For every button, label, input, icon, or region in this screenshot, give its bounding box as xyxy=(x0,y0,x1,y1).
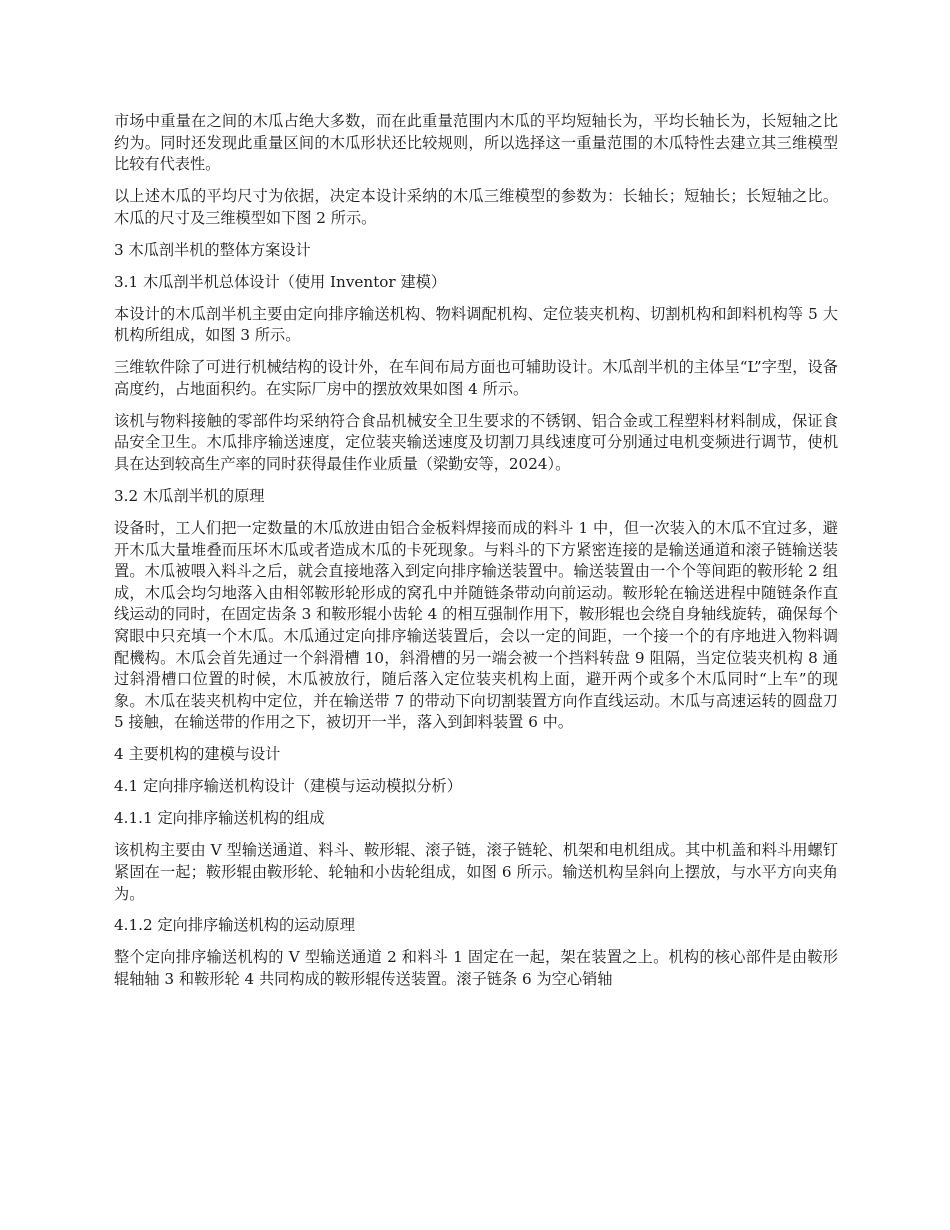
section-heading-3-1: 3.1 木瓜剖半机总体设计（使用 Inventor 建模） xyxy=(114,272,447,291)
paragraph-workshop-layout: 三维软件除了可进行机械结构的设计外，在车间布局方面也可辅助设计。木瓜剖半机的主体呈“L”字型，设备高度约，占地面积约。在实际厂房中的摆放效果如图 4 所示。 xyxy=(114,358,838,398)
paragraph-model-parameters: 以上述木瓜的平均尺寸为依据，决定本设计采纳的木瓜三维模型的参数为：长轴长；短轴长；长短轴之比。木瓜的尺寸及三维模型如下图 2 所示。 xyxy=(114,187,838,227)
section-heading-4-1: 4.1 定向排序输送机构设计（建模与运动模拟分析） xyxy=(114,777,462,796)
document-body xyxy=(114,111,838,1001)
paragraph-machine-composition: 本设计的木瓜剖半机主要由定向排序输送机构、物料调配机构、定位装夹机构、切割机构和卸料机构等 5 大机构所组成，如图 3 所示。 xyxy=(114,304,838,345)
section-heading-4: 4 主要机构的建模与设计 xyxy=(114,745,281,764)
section-heading-3-2: 3.2 木瓜剖半机的原理 xyxy=(114,487,265,506)
paragraph-working-principle: 设备时，工人们把一定数量的木瓜放进由铝合金板料焊接而成的料斗 1 中，但一次装入的木瓜不宜过多，避开木瓜大量堆叠而压坏木瓜或者造成木瓜的卡死现象。与料斗的下方紧密连接的是输送通道和滚子链输送装置。木瓜被喂入料斗之后，就会直接地落入到定向排序输送装置中。输送装置由一个个等间距的鞍形轮 2 组成，木瓜会均匀地落入由相邻鞍形轮形成的窝孔中并随链条带动向前运动。鞍形轮在输送进程中随链条作直线运动的同时，在固定齿条 3 和鞍形辊小齿轮 4 的相互强制作用下，鞍形辊也会绕自身轴线旋转，确保每个窝眼中只充填一个木瓜。木瓜通过定向排序输送装置后，会以一定的间距，一个接一个的有序地进入物料调配機构。木瓜会首先通过一个斜滑槽 10，斜滑槽的另一端会被一个挡料转盘 9 阻隔，当定位装夹机构 8 通过斜滑槽口位置的时候，木瓜被放行，随后落入定位装夹机构上面，避开两个或多个木瓜同时“上车”的现象。木瓜在装夹机构中定位，并在输送带 7 的带动下向切割装置方向作直线运动。木瓜与高速运转的圆盘刀 5 接触，在输送带的作用之下，被切开一半，落入到卸料装置 6 中。 xyxy=(114,519,838,732)
section-heading-3: 3 木瓜剖半机的整体方案设计 xyxy=(114,240,311,259)
paragraph-materials-speed: 该机与物料接触的零部件均采纳符合食品机械安全卫生要求的不锈钢、铝合金或工程塑料材料制成，保证食品安全卫生。木瓜排序输送速度，定位装夹输送速度及切割刀具线速度可分别通过电机变频进行调节，使机具在达到较高生产率的同时获得最佳作业质量（梁勤安等，2024）。 xyxy=(114,411,838,474)
paragraph-papaya-weight-stats: 市场中重量在之间的木瓜占绝大多数，而在此重量范围内木瓜的平均短轴长为，平均长轴长为，长短轴之比约为。同时还发现此重量区间的木瓜形状还比较规则，所以选择这一重量范围的木瓜特性去建立其三维模型比较有代表性。 xyxy=(114,112,838,174)
paragraph-conveyor-composition: 该机构主要由 V 型输送通道、料斗、鞍形辊、滚子链，滚子链轮、机架和电机组成。其中机盖和料斗用螺钉紧固在一起；鞍形辊由鞍形轮、轮轴和小齿轮组成，如图 6 所示。输送机构呈斜向上摆放，与水平方向夹角为。 xyxy=(114,841,838,903)
section-heading-4-1-1: 4.1.1 定向排序输送机构的组成 xyxy=(114,809,325,828)
paragraph-conveyor-motion: 整个定向排序输送机构的 V 型输送通道 2 和料斗 1 固定在一起，架在装置之上。机构的核心部件是由鞍形辊轴轴 3 和鞍形轮 4 共同构成的鞍形辊传送装置。滚子链条 6 为空心销轴 xyxy=(114,948,838,989)
section-heading-4-1-2: 4.1.2 定向排序输送机构的运动原理 xyxy=(114,916,355,935)
